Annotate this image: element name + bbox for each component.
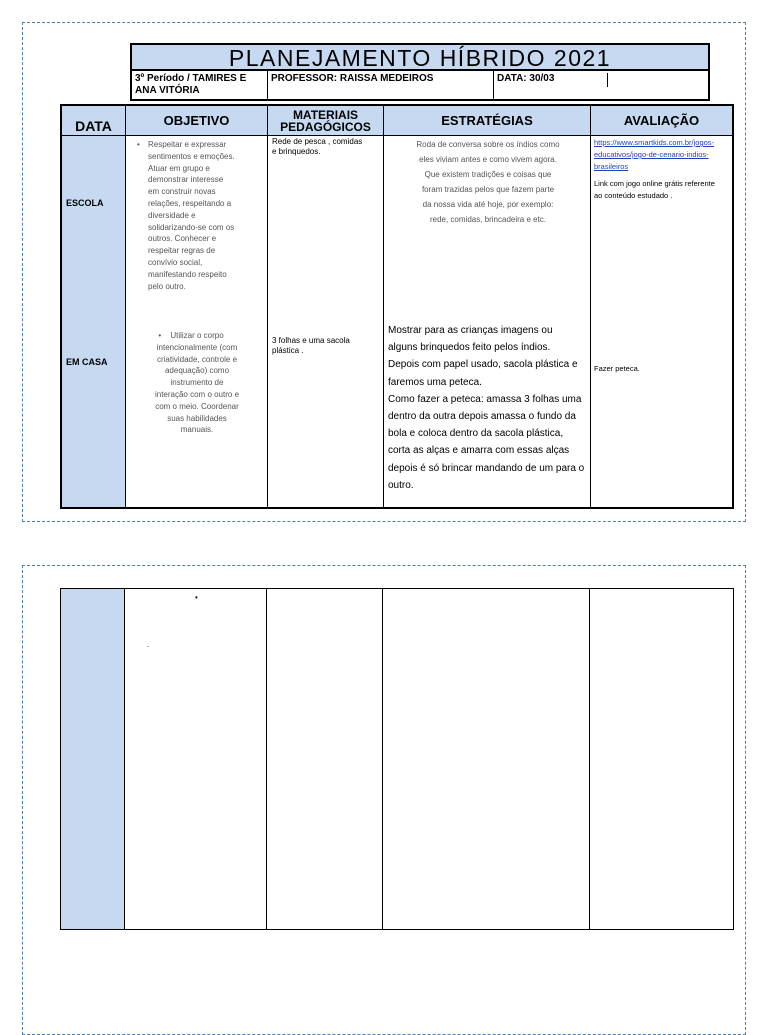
- date-column-fill-page-2: [61, 589, 125, 929]
- bullet-mark: .: [147, 640, 150, 649]
- objective-escola: • Respeitar e expressar sentimentos e emoções. Atuar em grupo e demonstrar interesse em construir novas relações, respeitando a diversidade e solidarizando-se com os outros. Conhecer e respeitar regras de convívio social, manifestando respeito pelo outro.: [148, 139, 235, 292]
- bullet-mark: •: [195, 593, 198, 602]
- strategy-em-casa: Mostrar para as crianças imagens ou alguns brinquedos feito pelos índios. Depois com papel usado, sacola plástica e faremos uma peteca. Como fazer a peteca: amassa 3 folhas uma dentro da outra depois amassa o fundo da bola e coloca dentro da sacola plástica, corta as alças e amarra com essas alças depois é só brincar mandando de um para o outro.: [388, 325, 585, 491]
- strategy-escola: Roda de conversa sobre os índios como eles viviam antes e como vivem agora. Que existem tradições e coisas que foram trazidas pelos que fazem parte da nossa vida até hoje, por exemplo: rede, comidas, brincadeira e etc.: [416, 140, 560, 224]
- header-box: [130, 43, 710, 101]
- table-header-row: [62, 106, 732, 136]
- evaluation-em-casa: Fazer peteca.: [594, 364, 640, 373]
- materials-em-casa: 3 folhas e uma sacola plástica .: [272, 336, 350, 355]
- evaluation-escola: Link com jogo online grátis referente ao conteúdo estudado .: [594, 179, 715, 200]
- column-header-data: DATA: [62, 106, 125, 135]
- date-value: DATA: 30/03: [497, 73, 608, 87]
- row-label-escola: ESCOLA: [66, 198, 104, 208]
- materials-escola: Rede de pesca , comidas e brinquedos.: [272, 137, 363, 156]
- header-info-row: [132, 71, 708, 99]
- professor-cell: PROFESSOR: RAISSA MEDEIROS: [268, 71, 494, 99]
- planning-table-page-2: [60, 588, 734, 930]
- planning-table: [60, 104, 734, 509]
- objective-em-casa: • Utilizar o corpo intencionalmente (com criatividade, controle e adequação) como instrumento de interação com o outro e com o meio. Coordenar suas habilidades manuais.: [154, 331, 240, 435]
- page-title: PLANEJAMENTO HÍBRIDO 2021: [132, 45, 708, 71]
- row-label-em-casa: EM CASA: [66, 357, 108, 367]
- column-header-materiais: MATERIAIS PEDAGÓGICOS: [268, 106, 383, 135]
- evaluation-link[interactable]: https://www.smartkids.com.br/jogos- educativos/jogo-de-cenario-indios- brasileiros: [594, 138, 715, 171]
- date-cell: [494, 71, 708, 99]
- column-header-objetivo: OBJETIVO: [126, 106, 267, 135]
- date-column-fill: [62, 106, 125, 507]
- column-header-estrategias: ESTRATÉGIAS: [384, 106, 590, 135]
- period-cell: 3º Período / TAMIRES E ANA VITÓRIA: [132, 71, 268, 99]
- column-header-avaliacao: AVALIAÇÃO: [591, 106, 732, 135]
